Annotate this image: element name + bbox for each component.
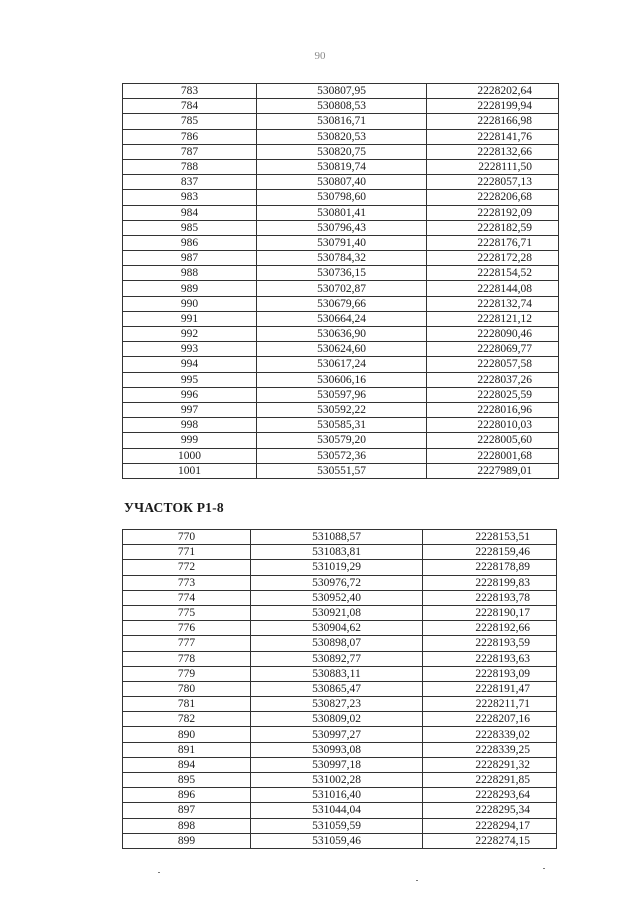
- table-row: [123, 84, 559, 99]
- section-title: УЧАСТОК Р1-8: [124, 500, 224, 515]
- x-coordinate-cell: 531016,40: [251, 788, 423, 803]
- x-coordinate-cell: 530820,75: [257, 144, 427, 159]
- y-coordinate-cell: 2228069,77: [427, 342, 559, 357]
- y-coordinate-cell: 2228206,68: [427, 190, 559, 205]
- point-number-cell: 996: [123, 387, 257, 402]
- x-coordinate-cell: 531083,81: [251, 545, 423, 560]
- x-coordinate-cell: 530579,20: [257, 433, 427, 448]
- scan-mark: [543, 868, 545, 869]
- point-number-cell: 774: [123, 590, 251, 605]
- page-number: 90: [314, 50, 326, 62]
- table-row: [123, 560, 557, 575]
- y-coordinate-cell: 2228199,83: [423, 575, 557, 590]
- y-coordinate-cell: 2228193,78: [423, 590, 557, 605]
- y-coordinate-cell: 2228057,58: [427, 357, 559, 372]
- table-row: [123, 788, 557, 803]
- table-row: [123, 402, 559, 417]
- x-coordinate-cell: 530791,40: [257, 235, 427, 250]
- y-coordinate-cell: 2228199,94: [427, 99, 559, 114]
- point-number-cell: 788: [123, 159, 257, 174]
- y-coordinate-cell: 2228190,17: [423, 605, 557, 620]
- point-number-cell: 986: [123, 235, 257, 250]
- point-number-cell: 780: [123, 681, 251, 696]
- y-coordinate-cell: 2228141,76: [427, 129, 559, 144]
- y-coordinate-cell: 2228010,03: [427, 418, 559, 433]
- coordinates-table-1: [122, 83, 559, 479]
- table-row: [123, 266, 559, 281]
- table-row: [123, 296, 559, 311]
- y-coordinate-cell: 2228016,96: [427, 402, 559, 417]
- table-row: [123, 803, 557, 818]
- y-coordinate-cell: 2228293,64: [423, 788, 557, 803]
- table-row: [123, 530, 557, 545]
- x-coordinate-cell: 530801,41: [257, 205, 427, 220]
- point-number-cell: 773: [123, 575, 251, 590]
- table-row: [123, 190, 559, 205]
- y-coordinate-cell: 2228132,66: [427, 144, 559, 159]
- y-coordinate-cell: 2228193,63: [423, 651, 557, 666]
- y-coordinate-cell: 2228295,34: [423, 803, 557, 818]
- x-coordinate-cell: 530624,60: [257, 342, 427, 357]
- point-number-cell: 983: [123, 190, 257, 205]
- x-coordinate-cell: 530993,08: [251, 742, 423, 757]
- point-number-cell: 995: [123, 372, 257, 387]
- point-number-cell: 1000: [123, 448, 257, 463]
- table-row: [123, 114, 559, 129]
- y-coordinate-cell: 2228211,71: [423, 697, 557, 712]
- table-row: [123, 681, 557, 696]
- x-coordinate-cell: 530819,74: [257, 159, 427, 174]
- table-row: [123, 175, 559, 190]
- table-row: [123, 372, 559, 387]
- y-coordinate-cell: 2228178,89: [423, 560, 557, 575]
- point-number-cell: 779: [123, 666, 251, 681]
- scan-mark: [416, 880, 418, 881]
- coordinates-table-2: [122, 529, 557, 849]
- x-coordinate-cell: 530664,24: [257, 311, 427, 326]
- point-number-cell: 989: [123, 281, 257, 296]
- x-coordinate-cell: 530597,96: [257, 387, 427, 402]
- point-number-cell: 776: [123, 621, 251, 636]
- table-row: [123, 129, 559, 144]
- point-number-cell: 988: [123, 266, 257, 281]
- x-coordinate-cell: 530892,77: [251, 651, 423, 666]
- table-row: [123, 311, 559, 326]
- x-coordinate-cell: 530606,16: [257, 372, 427, 387]
- point-number-cell: 837: [123, 175, 257, 190]
- y-coordinate-cell: 2228057,13: [427, 175, 559, 190]
- table-row: [123, 99, 559, 114]
- table-row: [123, 251, 559, 266]
- y-coordinate-cell: 2228037,26: [427, 372, 559, 387]
- point-number-cell: 897: [123, 803, 251, 818]
- table-row: [123, 205, 559, 220]
- point-number-cell: 787: [123, 144, 257, 159]
- point-number-cell: 998: [123, 418, 257, 433]
- y-coordinate-cell: 2228193,09: [423, 666, 557, 681]
- x-coordinate-cell: 530702,87: [257, 281, 427, 296]
- x-coordinate-cell: 530921,08: [251, 605, 423, 620]
- point-number-cell: 770: [123, 530, 251, 545]
- y-coordinate-cell: 2228192,66: [423, 621, 557, 636]
- table-row: [123, 636, 557, 651]
- table-row: [123, 575, 557, 590]
- y-coordinate-cell: 2228192,09: [427, 205, 559, 220]
- x-coordinate-cell: 530551,57: [257, 463, 427, 478]
- x-coordinate-cell: 530827,23: [251, 697, 423, 712]
- point-number-cell: 999: [123, 433, 257, 448]
- x-coordinate-cell: 531059,46: [251, 833, 423, 848]
- x-coordinate-cell: 531002,28: [251, 773, 423, 788]
- scan-mark: [158, 872, 160, 873]
- x-coordinate-cell: 530816,71: [257, 114, 427, 129]
- y-coordinate-cell: 2228291,85: [423, 773, 557, 788]
- y-coordinate-cell: 2228202,64: [427, 84, 559, 99]
- point-number-cell: 786: [123, 129, 257, 144]
- point-number-cell: 987: [123, 251, 257, 266]
- point-number-cell: 990: [123, 296, 257, 311]
- y-coordinate-cell: 2228182,59: [427, 220, 559, 235]
- y-coordinate-cell: 2228193,59: [423, 636, 557, 651]
- x-coordinate-cell: 530798,60: [257, 190, 427, 205]
- table-row: [123, 757, 557, 772]
- x-coordinate-cell: 530807,40: [257, 175, 427, 190]
- x-coordinate-cell: 530592,22: [257, 402, 427, 417]
- x-coordinate-cell: 530820,53: [257, 129, 427, 144]
- y-coordinate-cell: 2228294,17: [423, 818, 557, 833]
- point-number-cell: 984: [123, 205, 257, 220]
- x-coordinate-cell: 530807,95: [257, 84, 427, 99]
- point-number-cell: 781: [123, 697, 251, 712]
- y-coordinate-cell: 2228153,51: [423, 530, 557, 545]
- point-number-cell: 992: [123, 327, 257, 342]
- table-row: [123, 666, 557, 681]
- table-row: [123, 448, 559, 463]
- point-number-cell: 985: [123, 220, 257, 235]
- y-coordinate-cell: 2228090,46: [427, 327, 559, 342]
- table-row: [123, 281, 559, 296]
- x-coordinate-cell: 530585,31: [257, 418, 427, 433]
- y-coordinate-cell: 2228025,59: [427, 387, 559, 402]
- y-coordinate-cell: 2228154,52: [427, 266, 559, 281]
- y-coordinate-cell: 2228144,08: [427, 281, 559, 296]
- point-number-cell: 895: [123, 773, 251, 788]
- table-row: [123, 463, 559, 478]
- x-coordinate-cell: 531059,59: [251, 818, 423, 833]
- table-row: [123, 144, 559, 159]
- x-coordinate-cell: 530904,62: [251, 621, 423, 636]
- y-coordinate-cell: 2228172,28: [427, 251, 559, 266]
- y-coordinate-cell: 2228001,68: [427, 448, 559, 463]
- x-coordinate-cell: 530809,02: [251, 712, 423, 727]
- y-coordinate-cell: 2228121,12: [427, 311, 559, 326]
- table-row: [123, 833, 557, 848]
- point-number-cell: 777: [123, 636, 251, 651]
- x-coordinate-cell: 530572,36: [257, 448, 427, 463]
- point-number-cell: 994: [123, 357, 257, 372]
- x-coordinate-cell: 531019,29: [251, 560, 423, 575]
- x-coordinate-cell: 530636,90: [257, 327, 427, 342]
- table-row: [123, 235, 559, 250]
- table-row: [123, 433, 559, 448]
- x-coordinate-cell: 530883,11: [251, 666, 423, 681]
- y-coordinate-cell: 2228111,50: [427, 159, 559, 174]
- point-number-cell: 993: [123, 342, 257, 357]
- table-row: [123, 387, 559, 402]
- point-number-cell: 991: [123, 311, 257, 326]
- table-row: [123, 220, 559, 235]
- table-row: [123, 697, 557, 712]
- y-coordinate-cell: 2228291,32: [423, 757, 557, 772]
- point-number-cell: 784: [123, 99, 257, 114]
- x-coordinate-cell: 530784,32: [257, 251, 427, 266]
- y-coordinate-cell: 2228207,16: [423, 712, 557, 727]
- x-coordinate-cell: 531088,57: [251, 530, 423, 545]
- x-coordinate-cell: 530808,53: [257, 99, 427, 114]
- point-number-cell: 785: [123, 114, 257, 129]
- table-row: [123, 590, 557, 605]
- x-coordinate-cell: 531044,04: [251, 803, 423, 818]
- table-row: [123, 727, 557, 742]
- x-coordinate-cell: 530617,24: [257, 357, 427, 372]
- x-coordinate-cell: 530997,27: [251, 727, 423, 742]
- point-number-cell: 778: [123, 651, 251, 666]
- x-coordinate-cell: 530796,43: [257, 220, 427, 235]
- table-row: [123, 327, 559, 342]
- point-number-cell: 1001: [123, 463, 257, 478]
- y-coordinate-cell: 2227989,01: [427, 463, 559, 478]
- table-row: [123, 545, 557, 560]
- x-coordinate-cell: 530736,15: [257, 266, 427, 281]
- table-row: [123, 651, 557, 666]
- table-row: [123, 418, 559, 433]
- point-number-cell: 775: [123, 605, 251, 620]
- point-number-cell: 898: [123, 818, 251, 833]
- point-number-cell: 782: [123, 712, 251, 727]
- y-coordinate-cell: 2228176,71: [427, 235, 559, 250]
- y-coordinate-cell: 2228132,74: [427, 296, 559, 311]
- table-row: [123, 605, 557, 620]
- x-coordinate-cell: 530865,47: [251, 681, 423, 696]
- x-coordinate-cell: 530952,40: [251, 590, 423, 605]
- table-row: [123, 621, 557, 636]
- y-coordinate-cell: 2228339,02: [423, 727, 557, 742]
- x-coordinate-cell: 530997,18: [251, 757, 423, 772]
- y-coordinate-cell: 2228159,46: [423, 545, 557, 560]
- table-row: [123, 712, 557, 727]
- table-row: [123, 159, 559, 174]
- point-number-cell: 899: [123, 833, 251, 848]
- point-number-cell: 771: [123, 545, 251, 560]
- y-coordinate-cell: 2228339,25: [423, 742, 557, 757]
- table-row: [123, 342, 559, 357]
- x-coordinate-cell: 530976,72: [251, 575, 423, 590]
- x-coordinate-cell: 530679,66: [257, 296, 427, 311]
- point-number-cell: 894: [123, 757, 251, 772]
- point-number-cell: 772: [123, 560, 251, 575]
- y-coordinate-cell: 2228166,98: [427, 114, 559, 129]
- point-number-cell: 891: [123, 742, 251, 757]
- point-number-cell: 890: [123, 727, 251, 742]
- point-number-cell: 997: [123, 402, 257, 417]
- point-number-cell: 896: [123, 788, 251, 803]
- y-coordinate-cell: 2228274,15: [423, 833, 557, 848]
- x-coordinate-cell: 530898,07: [251, 636, 423, 651]
- table-row: [123, 818, 557, 833]
- table-row: [123, 357, 559, 372]
- table-row: [123, 773, 557, 788]
- y-coordinate-cell: 2228191,47: [423, 681, 557, 696]
- table-row: [123, 742, 557, 757]
- point-number-cell: 783: [123, 84, 257, 99]
- y-coordinate-cell: 2228005,60: [427, 433, 559, 448]
